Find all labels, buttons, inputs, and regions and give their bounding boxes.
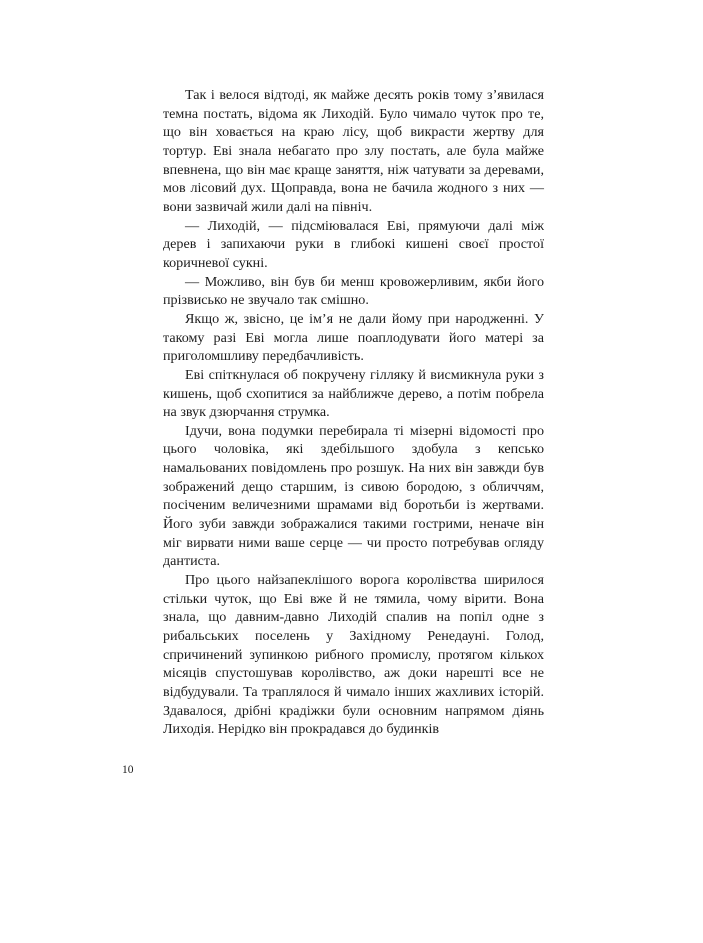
page-number: 10 [122, 764, 134, 776]
page-text-body [163, 86, 544, 739]
paragraph: — Можливо, він був би менш кровожерливим, якби його прізвисько не звучало так смішно. [163, 273, 544, 309]
paragraph: — Лиходій, — підсміювалася Еві, прямуючи далі між дерев і запихаючи руки в глибокі кишені своєї простої коричневої сукні. [163, 217, 544, 271]
paragraph: Так і велося відтоді, як майже десять років тому з’явилася темна постать, відома як Лиходій. Було чимало чуток про те, що він ховається на краю лісу, щоб викрасти жертву для тортур. Еві знала небагато про злу постать, але була майже впевнена, що він має краще заняття, ніж чатувати за деревами, мов лісовий дух. Щоправда, вона не бачила жодного з них — вони зазвичай жили далі на північ. [163, 87, 544, 215]
paragraph: Еві спіткнулася об покручену гілляку й висмикнула руки з кишень, щоб схопитися за найближче дерево, а потім побрела на звук дзюрчання струмка. [163, 366, 544, 421]
paragraph: Ідучи, вона подумки перебирала ті мізерні відомості про цього чоловіка, які здебільшого здобула з кепсько намальованих повідомлень про розшук. На них він завжди був зображений дещо старшим, із сивою бородою, з обличчям, посіченим величезними шрамами від боротьби із жертвами. Його зуби завжди зображалися такими гострими, неначе він міг вирвати ними ваше серце — чи просто потребував огляду дантиста. [163, 422, 544, 570]
paragraph: Якщо ж, звісно, це ім’я не дали йому при народженні. У такому разі Еві могла лише поаплодувати його матері за приголомшливу передбачливість. [163, 310, 544, 365]
paragraph: Про цього найзапеклішого ворога королівства ширилося стільки чуток, що Еві вже й не тямила, чому вірити. Вона знала, що давним-давно Лиходій спалив на попіл одне з рибальських поселень у Західному Ренедауні. Голод, спричинений зупинкою рибного промислу, протягом кількох місяців спустошував королівство, аж доки нарешті все не відбудували. Та траплялося й чимало інших жахливих історій. Здавалося, дрібні крадіжки були основним напрямом діянь Лиходія. Нерідко він прокрадався до будинків [163, 572, 544, 738]
